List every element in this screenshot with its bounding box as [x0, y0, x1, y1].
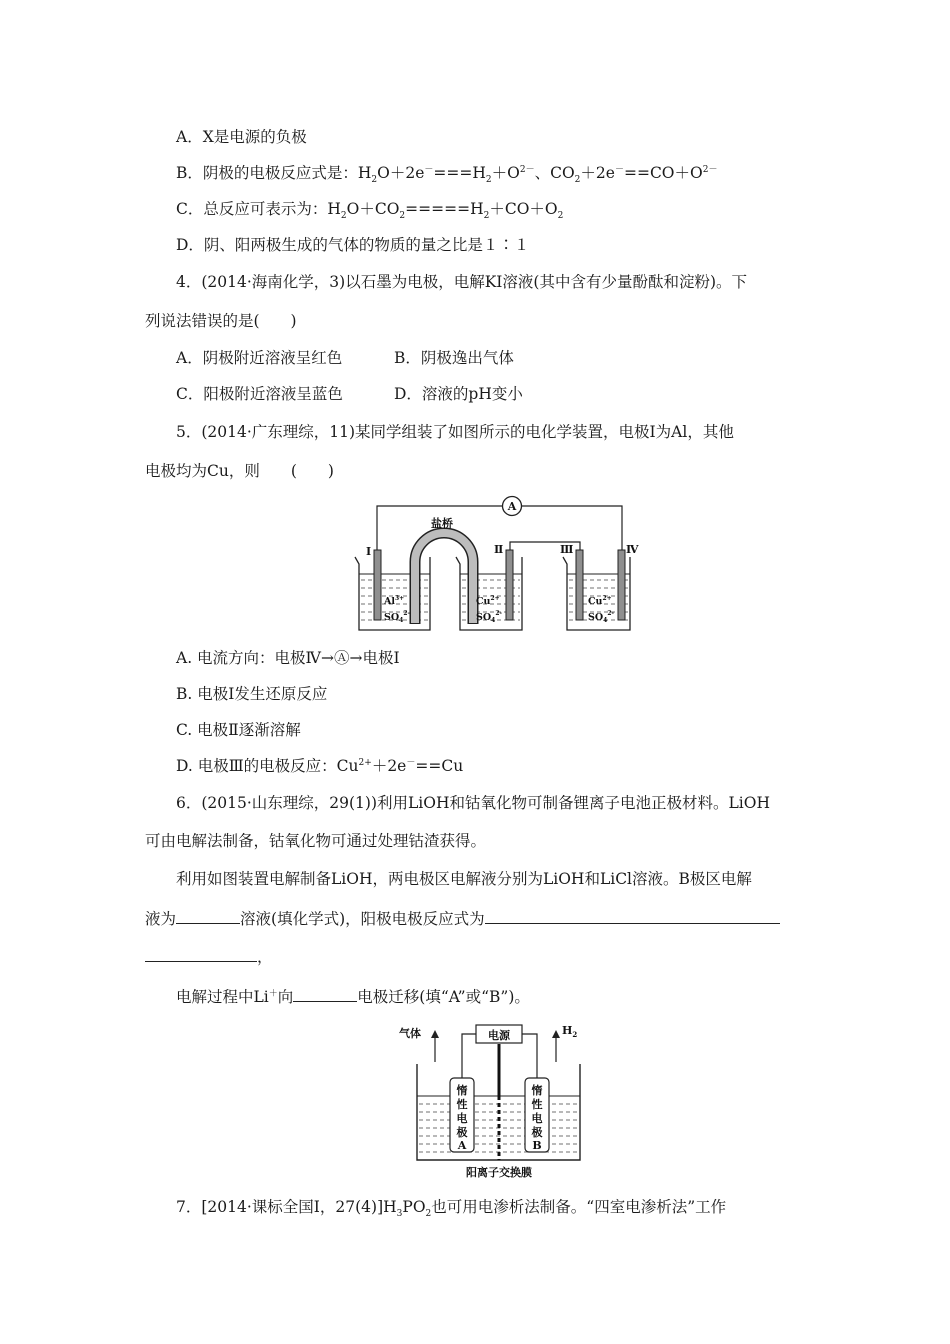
beaker-2-cation: $Cu^{2+}$ [476, 595, 500, 607]
q3-option-b: B．阴极的电极反应式是：$H_2O+2e^-===H_2+O^{2-}$、$CO_2+2e^-==CO+O^{2-}$ [176, 164, 718, 186]
electrode-4 [618, 550, 625, 620]
answer-blank-migration[interactable] [293, 987, 357, 1002]
q4-option-b: B．阴极逸出气体 [394, 349, 514, 367]
beaker-1-anion: $SO_4^{2-}$ [384, 610, 410, 624]
electrode-2-label: Ⅱ [494, 543, 504, 556]
svg-text:电: 电 [531, 1112, 543, 1125]
electrode-1 [374, 550, 381, 620]
q3-option-a: A．X是电源的负极 [176, 128, 307, 146]
electrode-1-label: Ⅰ [366, 545, 372, 558]
power-source-label: 电源 [488, 1029, 510, 1042]
svg-text:惰: 惰 [456, 1084, 468, 1097]
electrode-4-label: Ⅳ [626, 543, 639, 556]
q4-option-c: C．阳极附近溶液呈蓝色 [176, 385, 343, 403]
answer-blank-anode-reaction-cont[interactable] [145, 947, 257, 962]
q3-option-d: D．阴、阳两极生成的气体的物质的量之比是１∶１ [176, 236, 530, 254]
q6-para-line2: 液为 溶液(填化学式)，阳极电极反应式为 [145, 908, 780, 930]
svg-text:电: 电 [456, 1112, 468, 1125]
answer-blank-electrolyte[interactable] [176, 909, 240, 924]
beaker-1-cation: $Al^{3+}$ [384, 595, 405, 607]
q6-para-line3: ， [145, 946, 273, 968]
q4-stem-line2: 列说法错误的是( ) [145, 312, 297, 330]
beaker-2-anion: $SO_4^{2-}$ [476, 610, 502, 624]
electrode-3 [576, 550, 583, 620]
q6-stem-line2: 可由电解法制备，钴氧化物可通过处理钴渣获得。 [145, 832, 487, 850]
svg-text:惰: 惰 [531, 1084, 543, 1097]
answer-blank-anode-reaction[interactable] [485, 909, 780, 924]
q5-option-c: C. 电极Ⅱ逐渐溶解 [176, 721, 301, 739]
q6-para-line1: 利用如图装置电解制备LiOH，两电极区电解液分别为LiOH和LiCl溶液。B极区电解 [176, 870, 752, 888]
q5-option-d: D. 电极Ⅲ的电极反应：$Cu^{2+}+2e^-==Cu$ [176, 757, 464, 775]
svg-text:性: 性 [456, 1098, 468, 1111]
gas-right-label: $H_2$ [562, 1024, 578, 1039]
beaker-3-cation: $Cu^{2+}$ [588, 595, 612, 607]
electrolysis-cell-figure [390, 1020, 590, 1182]
q6-stem-line1: 6．(2015·山东理综，29(1))利用LiOH和钴氧化物可制备锂离子电池正极材料。LiOH [176, 794, 770, 812]
electrode-2 [506, 550, 513, 620]
electrochem-apparatus-figure [340, 494, 640, 636]
q4-option-d: D．溶液的pH变小 [394, 385, 523, 403]
q5-option-b: B. 电极Ⅰ发生还原反应 [176, 685, 328, 703]
q4-option-a: A．阴极附近溶液呈红色 [176, 349, 343, 367]
svg-text:性: 性 [531, 1098, 543, 1111]
svg-text:B: B [532, 1139, 542, 1152]
beaker-3-anion: $SO_4^{2-}$ [588, 610, 614, 624]
svg-text:A: A [457, 1139, 467, 1152]
q7-stem: 7．[2014·课标全国Ⅰ，$27(4)]H_3PO_2$也可用电渗析法制备。“四室电渗析法”工作 [176, 1198, 727, 1220]
svg-text:极: 极 [456, 1126, 468, 1139]
ammeter-label: A [507, 500, 517, 513]
membrane-label: 阳离子交换膜 [466, 1166, 532, 1179]
q4-stem-line1: 4．(2014·海南化学，3)以石墨为电极，电解KI溶液(其中含有少量酚酞和淀粉)。下 [176, 273, 747, 291]
gas-left-label: 气体 [399, 1027, 421, 1040]
electrode-3-label: Ⅲ [560, 543, 574, 556]
q3-option-c: C．总反应可表示为：$H_2O+CO_2=====H_2+CO+O_2$ [176, 200, 564, 222]
q5-stem-line2: 电极均为Cu，则 ( ) [145, 462, 334, 480]
salt-bridge-label: 盐桥 [431, 517, 453, 530]
q5-stem-line1: 5．(2014·广东理综，11)某同学组装了如图所示的电化学装置，电极Ⅰ为Al，其他 [176, 423, 734, 441]
q5-option-a: A. 电流方向：电极Ⅳ→Ⓐ→电极Ⅰ [176, 649, 400, 667]
q6-para-line4: 电解过程中Li＋向 电极迁移(填“A”或“B”)。 [176, 988, 530, 1006]
svg-text:极: 极 [531, 1126, 543, 1139]
